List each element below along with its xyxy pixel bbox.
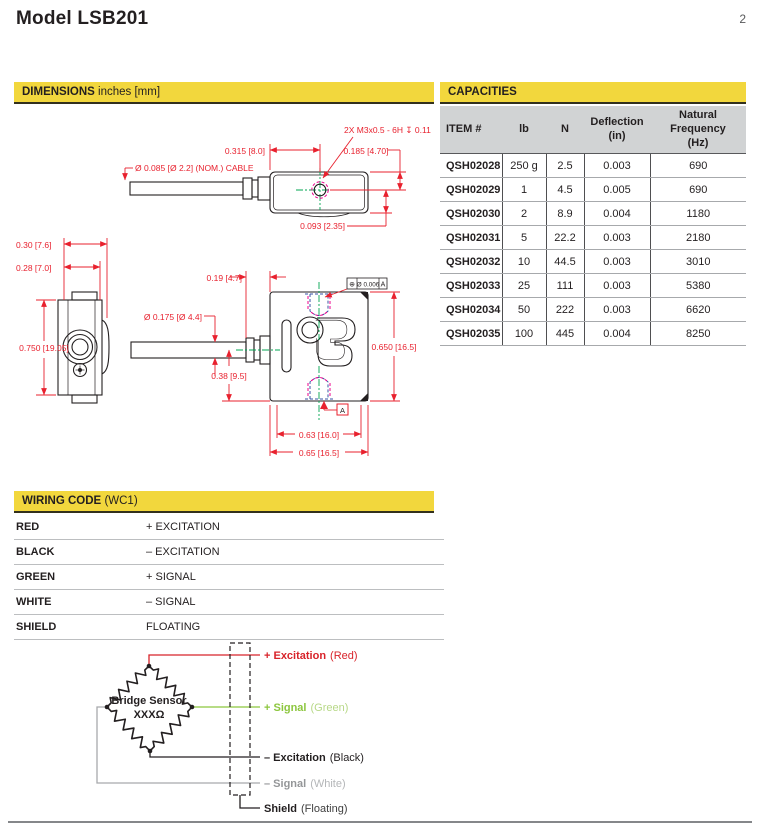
tolerance-value: Ø 0.006 [356,281,380,289]
tolerance-symbol: ⊕ [349,281,355,289]
wiring-row: BLACK – EXCITATION [14,540,444,565]
col-n: N [546,106,584,154]
dim-030-label: 0.30 [7.6] [16,240,52,250]
table-row: QSH02028 250 g 2.5 0.003 690 [440,154,746,178]
dim-0093-label: 0.093 [2.35] [300,221,345,231]
wheatstone-bridge [104,663,195,754]
thread-callout-label: 2X M3x0.5 - 6H ↧ 0.11 [344,125,431,135]
dim-063-label: 0.63 [16.0] [298,430,340,440]
bridge-sensor-diagram [60,633,400,823]
datum-a-label: A [339,405,346,415]
wiring-header-title: WIRING CODE [22,495,102,507]
label-excitation-pos: + Excitation (Red) [264,650,358,662]
table-row: QSH02031 5 22.2 0.003 2180 [440,226,746,250]
position-tolerance-callout [325,278,387,297]
label-shield: Shield (Floating) [264,803,348,815]
dimensions-drawing [14,108,454,480]
page-number: 2 [739,12,746,26]
dimensions-header-bar [14,82,434,104]
dim-019-label: 0.19 [4.7] [206,273,242,283]
table-row: QSH02029 1 4.5 0.005 690 [440,178,746,202]
tolerance-datum-ref: A [380,281,386,289]
cable-shield-box [230,643,250,795]
dim-0315-label: 0.315 [8.0] [224,146,265,156]
label-signal-pos: + Signal (Green) [264,702,349,714]
dim-038-label: 0.38 [9.5] [211,371,247,381]
dimensions-header-units: inches [mm] [98,86,161,98]
dim-0175-label: Ø 0.175 [Ø 4.4] [143,312,202,322]
wire-excitation-neg [150,751,260,757]
wiring-row: GREEN + SIGNAL [14,565,444,590]
col-frequency: Natural Frequency (Hz) [650,106,746,154]
dim-065-label: 0.65 [16.5] [298,448,340,458]
cable-side-view [131,271,286,401]
capacities-header-bar [440,82,746,104]
col-item: ITEM # [440,106,502,154]
col-deflection: Deflection (in) [584,106,650,154]
table-row: QSH02032 10 44.5 0.003 3010 [440,250,746,274]
capacities-table [440,106,746,346]
datum-a-flag [320,401,348,415]
front-view [270,278,416,458]
thread-hole-bottom [305,366,333,420]
capacities-section [440,82,746,346]
capacities-header-title: CAPACITIES [448,86,517,98]
table-row: QSH02033 25 111 0.003 5380 [440,274,746,298]
wire-shield [240,795,260,808]
wiring-row: RED + EXCITATION [14,515,444,540]
wiring-row: WHITE – SIGNAL [14,590,444,615]
bridge-sensor-label: Bridge Sensor [111,695,187,707]
page-bottom-rule [8,821,752,823]
wire-excitation-pos [149,655,260,666]
cable-dia-label: Ø 0.085 [Ø 2.2] (NOM.) CABLE [135,163,254,173]
wiring-header-bar [14,491,434,513]
label-signal-neg: – Signal (White) [264,778,346,790]
side-view [16,238,109,403]
f-logo-cutout [297,317,355,366]
top-view [125,125,431,231]
table-row: QSH02034 50 222 0.003 6620 [440,298,746,322]
table-row: QSH02030 2 8.9 0.004 1180 [440,202,746,226]
capacities-header-row [440,106,746,154]
bridge-ohms-label: XXXΩ [133,709,165,721]
wiring-row: SHIELD FLOATING [14,615,444,640]
col-lb: lb [502,106,546,154]
wiring-code-section [14,491,444,640]
dimensions-header-title: DIMENSIONS [22,86,95,98]
dim-0750-label: 0.750 [19.05] [19,343,69,353]
label-excitation-neg: – Excitation (Black) [264,752,364,764]
page-title: Model LSB201 [16,8,149,29]
table-row: QSH02035 100 445 0.004 8250 [440,322,746,346]
dimensions-section [14,82,434,104]
dim-0650-label: 0.650 [16.5] [371,342,417,352]
dim-0185-label: 0.185 [4.70] [343,146,389,156]
dim-028-label: 0.28 [7.0] [16,263,52,273]
wiring-header-code: (WC1) [104,495,138,507]
side-slot [282,320,291,372]
